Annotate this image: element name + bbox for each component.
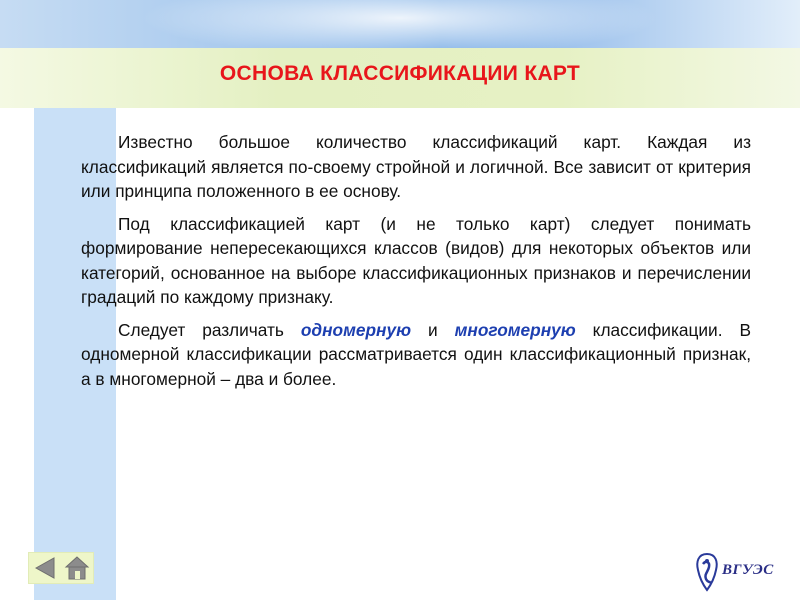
home-button[interactable]	[62, 553, 92, 583]
triangle-left-icon	[31, 553, 61, 583]
slide-body	[81, 130, 751, 399]
paragraph-2: Под классификацией карт (и не только карт) следует понимать формирование непересекающихся классов (видов) для некоторых объектов или категорий, основанное на выборе классификационных признаков и перечислении градаций по каждому признаку.	[81, 213, 751, 307]
previous-slide-button[interactable]	[31, 553, 61, 583]
paragraph-3	[81, 318, 751, 392]
logo-text: ВГУЭС	[722, 562, 774, 578]
navigation-bar	[28, 552, 94, 584]
top-banner	[0, 0, 800, 48]
paragraph-3-part-3: классификации. В одномерной классификации рассматривается один классификационный признак, а в многомерной – два и более.	[81, 319, 751, 389]
slide-title: ОСНОВА КЛАССИФИКАЦИИ КАРТ	[219, 62, 581, 85]
term-one-dimensional: одномерную	[300, 319, 412, 340]
emblem-icon	[694, 552, 720, 592]
home-icon	[62, 553, 92, 583]
university-logo	[694, 552, 774, 592]
paragraph-3-part-2: и	[411, 319, 455, 340]
paragraph-1: Известно большое количество классификаций карт. Каждая из классификаций является по-своему стройной и логичной. Все зависит от критерия или принципа положенного в ее основу.	[81, 132, 751, 201]
term-multidimensional: многомерную	[454, 319, 576, 340]
banner-highlight	[120, 0, 680, 48]
paragraph-3-part-1: Следует различать	[118, 319, 301, 340]
